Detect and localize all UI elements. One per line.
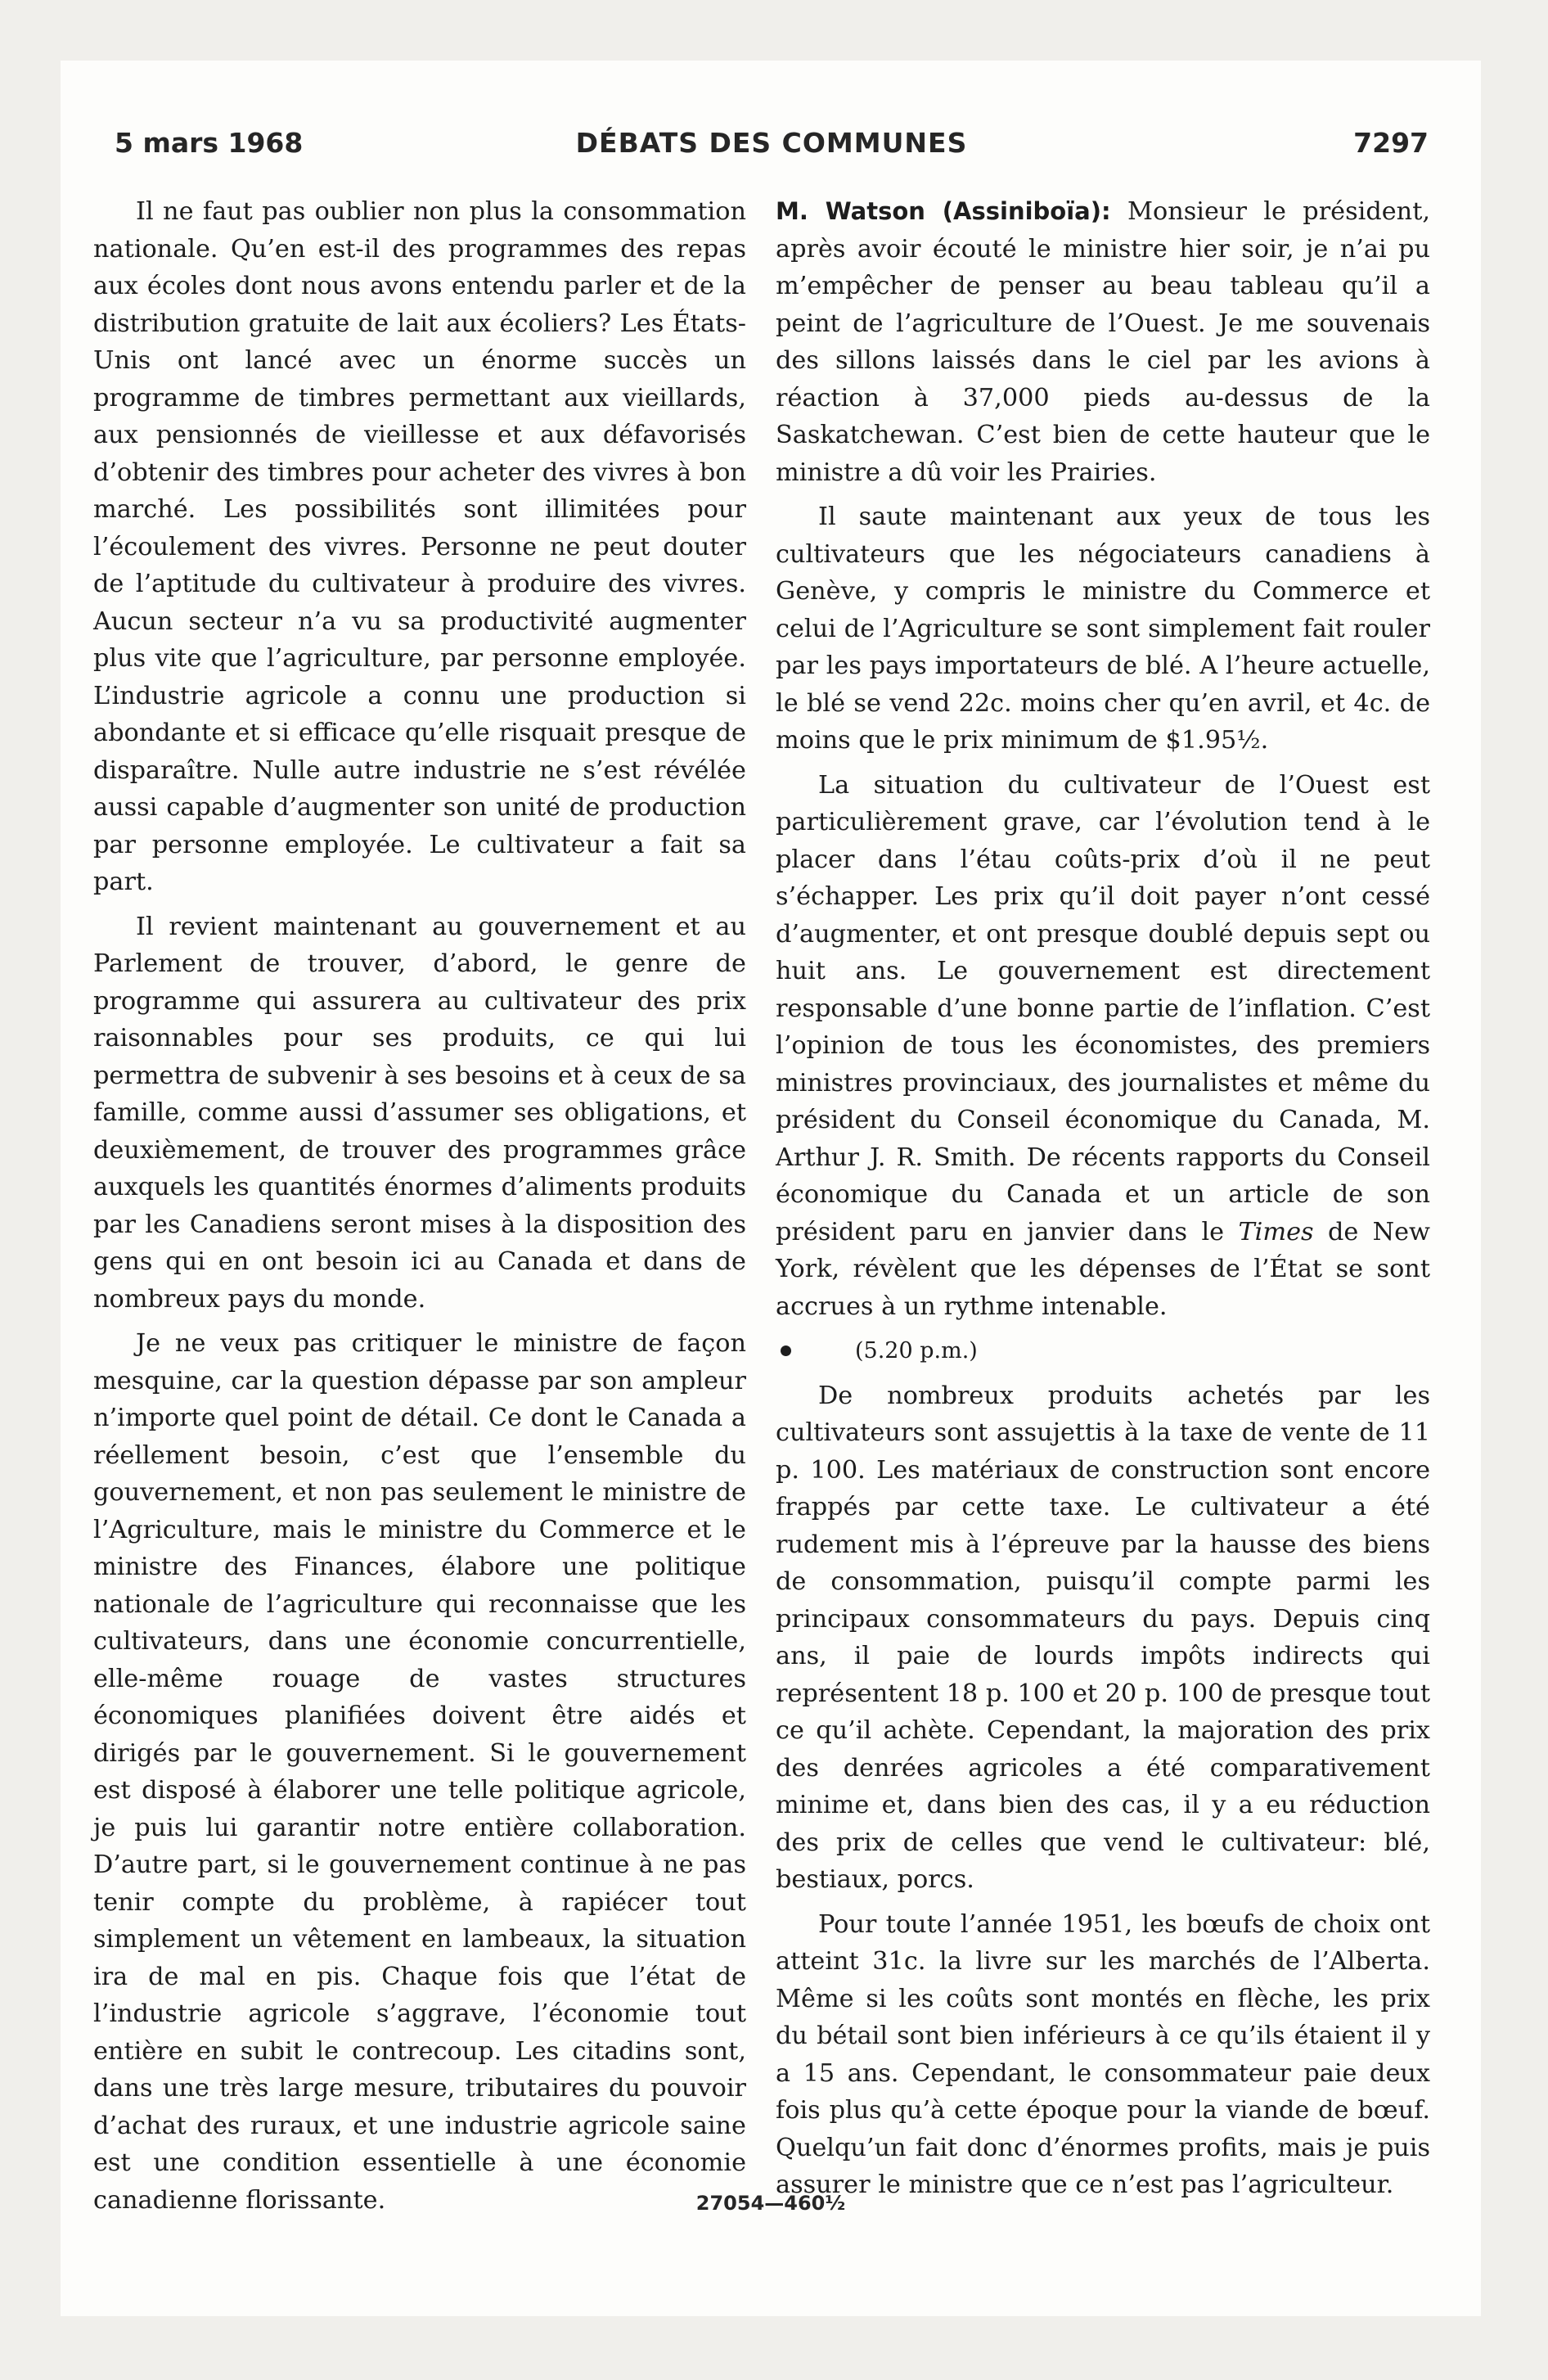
speech-opening-paragraph [776, 193, 1430, 491]
footer-folio: 27054—460½ [695, 2192, 846, 2215]
running-head [115, 127, 1429, 174]
speech-opening-text: Monsieur le président, après avoir écouté le ministre hier soir, je n’ai pu m’empêcher de penser au beau tableau qu’il a peint de l’agriculture de l’Ouest. Je me souvenais des sillons laissés dans le ciel par les avions à réaction à 37,000 pieds au-dessus de la Saskatchewan. C’est bien de cette hauteur que le ministre a dû voir les Prairies. [776, 197, 1430, 487]
page-sheet [61, 61, 1481, 2316]
header-date: 5 mars 1968 [115, 127, 304, 159]
right-paragraph-3: De nombreux produits achetés par les cultivateurs sont assujettis à la taxe de vente de 11 p. 100. Les matériaux de construction sont encore frappés par cette taxe. Le cultivateur a été rudement mis à l’épreuve par la hausse des biens de consommation, puisqu’il compte parmi les principaux consommateurs du pays. Depuis cinq ans, il paie de lourds impôts indirects qui représentent 18 p. 100 et 20 p. 100 de presque tout ce qu’il achète. Cependant, la majoration des prix des denrées agricoles a été comparativement minime et, dans bien des cas, il y a eu réduction des prix de celles que vend le cultivateur: blé, bestiaux, porcs. [776, 1381, 1430, 1894]
left-paragraph-3: Je ne veux pas critiquer le ministre de façon mesquine, car la question dépasse par son ampleur n’importe quel point de détail. Ce dont le Canada a réellement besoin, c’est que l’ensemble du gouvernement, et non pas seulement le ministre de l’Agriculture, mais le ministre du Commerce et le ministre des Finances, élabore une politique nationale de l’agriculture qui reconnaisse que les cultivateurs, dans une économie concurrentielle, elle-même rouage de vastes structures économiques planifiées doivent être aidés et dirigés par le gouvernement. Si le gouvernement est disposé à élaborer une telle politique agricole, je puis lui garantir notre entière collaboration. D’autre part, si le gouvernement continue à ne pas tenir compte du problème, à rapiécer tout simplement un vêtement en lambeaux, la situation ira de mal en pis. Chaque fois que l’état de l’industrie agricole s’aggrave, l’économie tout entière en subit le contrecoup. Les citadins sont, dans une très large mesure, tributaires du pouvoir d’achat des ruraux, et une industrie agricole saine est une condition essentielle à une économie canadienne florissante. [93, 1329, 746, 2215]
header-page-number: 7297 [1353, 127, 1429, 159]
right-paragraph-2 [776, 767, 1430, 1326]
speaker-name: M. Watson (Assiniboïa): [776, 197, 1111, 225]
right-paragraph-1: Il saute maintenant aux yeux de tous les cultivateurs que les négociateurs canadiens à Genève, y compris le ministre du Commerce et celui de l’Agriculture se sont simplement fait rouler par les pays importateurs de blé. A l’heure actuelle, le blé se vend 22c. moins cher qu’en avril, et 4c. de moins que le prix minimum de $1.95½. [776, 503, 1430, 755]
time-marker [776, 1332, 1430, 1370]
right-paragraph-2-text: La situation du cultivateur de l’Ouest est particulièrement grave, car l’évolution tend à le placer dans l’étau coûts-prix d’où il ne peut s’échapper. Les prix qu’il doit payer n’ont cessé d’augmenter, et ont presque doublé depuis sept ou huit ans. Le gouvernement est directement responsable d’une bonne partie de l’inflation. C’est l’opinion de tous les économistes, des premiers ministres provinciaux, des journalistes et même du président du Conseil économique du Canada, M. Arthur J. R. Smith. De récents rapports du Conseil économique du Canada et un article de son président paru en janvier dans le [776, 770, 1430, 1246]
left-column [93, 193, 746, 2226]
time-marker-text: (5.20 p.m.) [855, 1338, 978, 1364]
left-paragraph-1: Il ne faut pas oublier non plus la consommation nationale. Qu’en est-il des programmes des repas aux écoles dont nous avons entendu parler et de la distribution gratuite de lait aux écoliers? Les États-Unis ont lancé avec un énorme succès un programme de timbres permettant aux vieillards, aux pensionnés de vieillesse et aux défavorisés d’obtenir des timbres pour acheter des vivres à bon marché. Les possibilités sont illimitées pour l’écoulement des vivres. Personne ne peut douter de l’aptitude du cultivateur à produire des vivres. Aucun secteur n’a vu sa productivité augmenter plus vite que l’agriculture, par personne employée. L’industrie agricole a connu une production si abondante et si efficace qu’elle risquait presque de disparaître. Nulle autre industrie ne s’est révélée aussi capable d’augmenter son unité de production par personne employée. Le cultivateur a fait sa part. [93, 197, 746, 896]
times-title: Times [1238, 1217, 1314, 1246]
left-paragraph-2: Il revient maintenant au gouvernement et au Parlement de trouver, d’abord, le genre de programme qui assurera au cultivateur des prix raisonnables pour ses produits, ce qui lui permettra de subvenir à ses besoins et à ceux de sa famille, comme aussi d’assumer ses obligations, et deuxièmement, de trouver des programmes grâce auxquels les quantités énormes d’aliments produits par les Canadiens seront mises à la disposition des gens qui en ont besoin ici au Canada et dans de nombreux pays du monde. [93, 912, 746, 1314]
bullet-icon [781, 1346, 791, 1356]
header-title: DÉBATS DES COMMUNES [575, 127, 968, 159]
right-paragraph-4: Pour toute l’année 1951, les bœufs de choix ont atteint 31c. la livre sur les marchés de l’Alberta. Même si les coûts sont montés en flèche, les prix du bétail sont bien inférieurs à ce qu’ils étaient il y a 15 ans. Cependant, le consommateur paie deux fois plus qu’à cette époque pour la viande de bœuf. Quelqu’un fait donc d’énormes profits, mais je puis assurer le ministre que ce n’est pas l’agriculteur. [776, 1909, 1430, 2199]
right-column [776, 193, 1430, 2211]
times-continuation: de New York, révèlent que les dépenses de l’État se sont accrues à un rythme intenable. [776, 1217, 1430, 1321]
